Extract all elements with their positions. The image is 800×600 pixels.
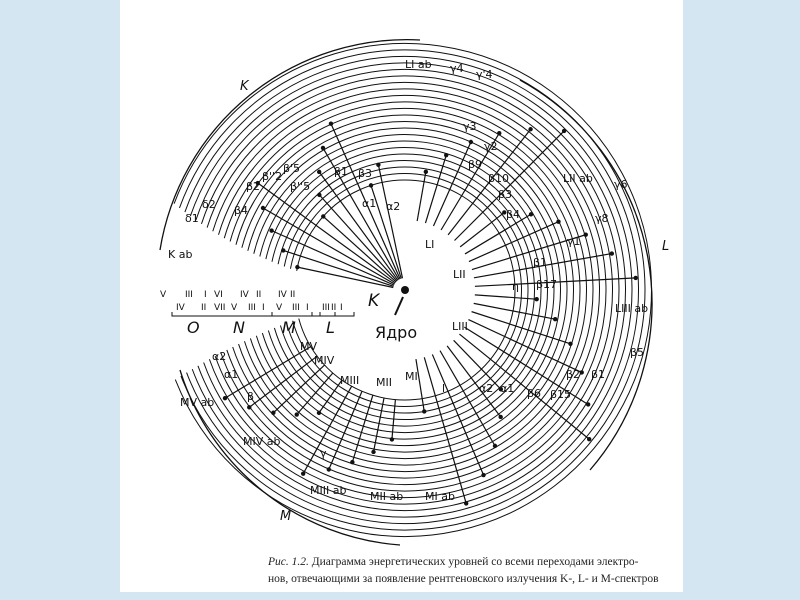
level-dot [528,127,532,131]
level-dot [633,276,637,280]
l-transition-label: β6 [527,387,542,400]
l-transition-label: β10 [488,172,510,185]
l-transition-label: LII [453,268,466,281]
subshell-numeral: VI [214,290,223,300]
subshell-numeral: III [185,290,193,300]
level-dot [317,411,321,415]
l-transition-label: η [512,280,519,293]
k-transition-label: δ2 [202,198,216,211]
level-dot [369,183,373,187]
subshell-numeral: I [340,303,343,313]
level-dot [529,212,533,216]
level-dot [301,471,305,475]
transition-line [460,212,504,246]
shell-O-label: O [187,318,200,337]
level-dot [390,437,394,441]
caption-line2: нов, отвечающими за появление рентгеновского излучения K-, L- и M-спектров [268,573,659,585]
level-dot [261,206,265,210]
l-transition-label: γ'4 [476,68,493,81]
l-transition-label: β1 [591,368,606,381]
k-transition-label: β''2 [262,170,283,183]
l-transition-label: β17 [536,278,558,291]
subshell-numeral: V [231,303,238,313]
level-dot [464,501,468,505]
subshell-numeral: IV [240,290,249,300]
k-transition-label: β2 [246,180,261,193]
k-label: K [368,291,380,311]
level-dot [350,460,354,464]
l-transition-label: β1 [533,256,548,269]
shell-M-label: M [280,509,292,524]
transition-line [283,250,393,286]
m-transition-label: MII ab [370,490,404,503]
level-dot [610,251,614,255]
l-transition-label: LIII [452,320,468,333]
nucleus-label: Ядро [375,323,418,342]
transition-line [416,359,424,411]
subshell-numeral: I [306,303,309,313]
subshell-numeral: V [276,303,283,313]
k-transition-label: δ1 [185,212,199,225]
m-transition-label: MV ab [180,396,215,409]
m-transition-label: MI [405,370,418,383]
transition-line [319,172,401,280]
l-transition-label: α1 [500,382,515,395]
k-transition-label: α1 [362,197,377,210]
level-dot [329,122,333,126]
transition-line [329,391,362,469]
m-transition-label: MI ab [425,490,455,503]
m-transition-label: MV [300,340,318,353]
level-dot [271,411,275,415]
level-dot [497,131,501,135]
transition-line [425,155,446,223]
energy-level-diagram [120,0,683,550]
level-dot [587,437,591,441]
l-transition-label: γ6 [614,178,628,191]
l-transition-label: LIII ab [615,302,649,315]
level-dot [223,396,227,400]
k-transition-label: β''5 [290,180,311,193]
m-transition-label: β [247,390,255,403]
subshell-numeral: III [248,303,256,313]
k-transition-label: β4 [234,204,249,217]
level-dot [422,409,426,413]
transition-line [417,172,426,221]
caption-line1: Диаграмма энергетических уровней со всеми переходами электро- [311,556,639,568]
l-transition-label: γ4 [450,62,464,75]
level-dot [469,140,473,144]
level-dot [295,412,299,416]
l-transition-label: β9 [468,158,483,171]
level-dot [295,265,299,269]
l-transition-label: γ8 [595,212,609,225]
subshell-numeral: I [204,290,207,300]
level-dot [586,402,590,406]
m-transition-label: MIV [314,354,335,367]
level-dot [317,193,321,197]
subshell-numeral: I [262,303,265,313]
level-dot [534,297,538,301]
level-dot [376,163,380,167]
l-transition-label: β5 [630,346,645,359]
level-dot [493,444,497,448]
k-transition-label: β3 [358,167,373,180]
level-dot [580,370,584,374]
l-transition-label: β3 [498,188,513,201]
subshell-numeral: III [322,303,330,313]
level-dot [553,317,557,321]
k-transition-label: β'5 [283,162,301,175]
l-transition-label: γ2 [484,140,498,153]
subshell-numeral: III [292,303,300,313]
l-transition-label: LI [425,238,435,251]
level-dot [327,467,331,471]
subshell-numeral: IV [176,303,185,313]
caption-prefix: Рис. 1.2. [268,556,309,568]
level-dot [269,228,273,232]
subshell-numeral: II [256,290,262,300]
level-dot [562,129,566,133]
m-transition-label: MIII [340,374,360,387]
shell-L-sub-label: L [326,318,335,337]
level-dot [556,219,560,223]
level-dot [498,415,502,419]
subshell-numeral: VII [214,303,226,313]
shell-K-label: K [240,79,249,94]
m-transition-label: MIII ab [310,484,347,497]
l-transition-label: β2 [566,368,581,381]
m-transition-label: α1 [224,368,239,381]
book-page [120,0,683,592]
nucleus-dot [401,286,409,294]
level-dot [584,233,588,237]
l-transition-label: α2 [479,382,494,395]
k-transition-label: α2 [386,200,401,213]
level-dot [247,405,251,409]
l-transition-label: LII ab [563,172,593,185]
shell-L-label: L [662,239,670,254]
subshell-numeral: V [160,290,167,300]
level-dot [424,170,428,174]
l-transition-label: l [442,382,446,395]
m-transition-label: α2 [212,350,227,363]
subshell-numeral: IV [278,290,287,300]
figure-caption [268,554,798,588]
level-dot [281,248,285,252]
level-dot [568,342,572,346]
shell-N-label: N [233,318,245,337]
m-transition-label: γ [320,447,327,460]
level-dot [317,170,321,174]
energy-level-arc [185,56,639,523]
subshell-numeral: II [290,290,296,300]
l-transition-label: β15 [550,388,572,401]
k-transition-label: β1 [334,165,349,178]
level-dot [321,214,325,218]
l-transition-label: γ3 [463,120,477,133]
l-transition-label: γ1 [567,235,581,248]
level-dot [444,153,448,157]
m-transition-label: MIV ab [243,435,281,448]
l-transition-label: β4 [506,208,521,221]
transition-line [378,165,402,278]
m-transition-label: MII [376,376,392,389]
level-dot [481,473,485,477]
k-transition-label: K ab [168,248,193,261]
shell-M-sub-label: M [282,318,296,337]
level-dot [321,146,325,150]
nucleus-arrow [395,297,403,315]
subshell-numeral: II [331,303,337,313]
l-transition-label: LI ab [405,58,432,71]
subshell-numeral: II [201,303,207,313]
level-dot [371,450,375,454]
